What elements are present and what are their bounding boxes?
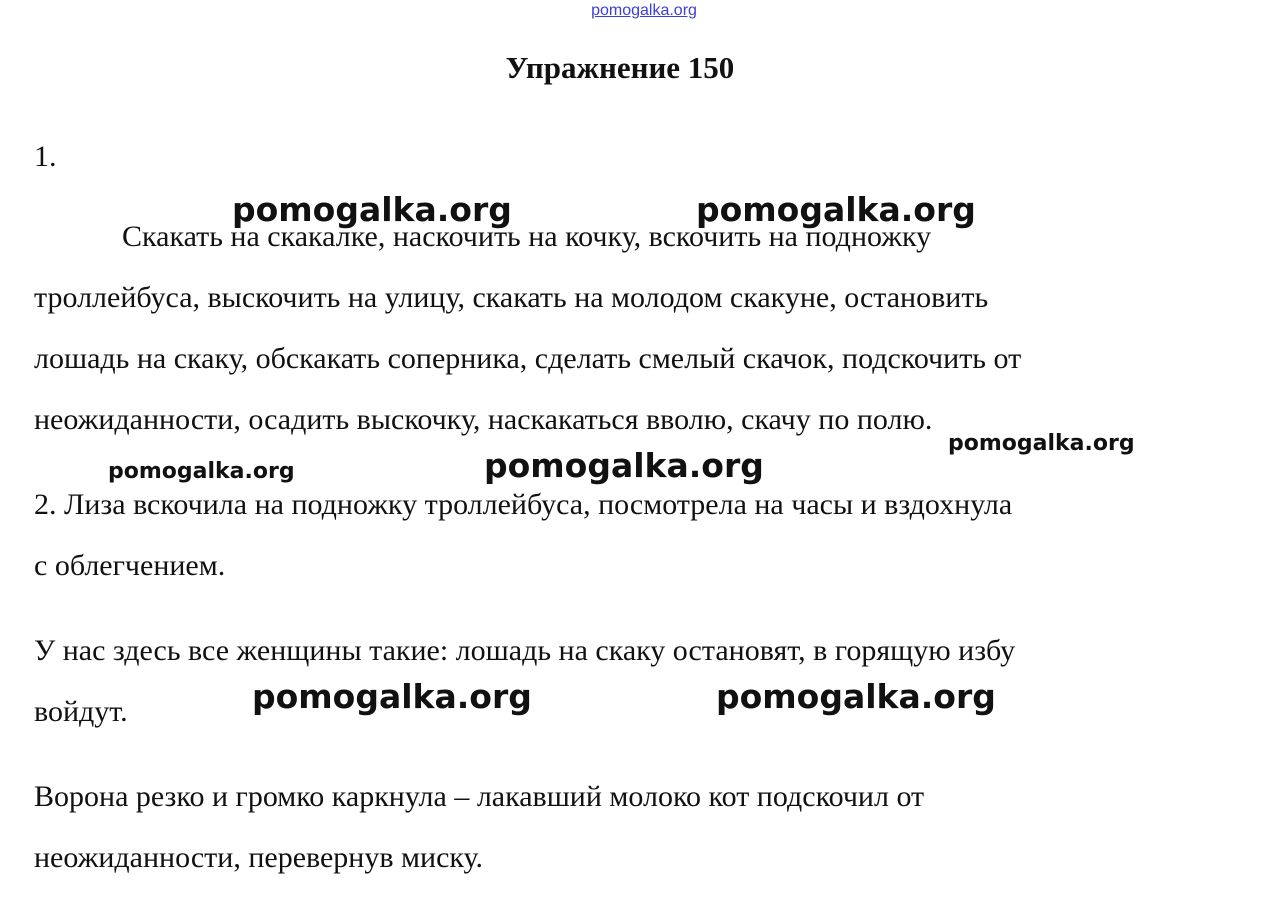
section-1-line-1: Скакать на скакалке, наскочить на кочку, вскочить на подножку xyxy=(122,220,932,253)
page-title: Упражнение 150 xyxy=(505,50,735,85)
section-4-line-1: Ворона резко и громко каркнула – лакавший молоко кот подскочил от xyxy=(34,780,925,813)
section-3-line-1: У нас здесь все женщины такие: лошадь на скаку остановят, в горящую избу xyxy=(34,634,1016,667)
watermark: pomogalka.org xyxy=(108,459,295,484)
watermark: pomogalka.org xyxy=(948,431,1135,456)
watermark: pomogalka.org xyxy=(696,190,976,229)
watermark: pomogalka.org xyxy=(716,677,996,716)
section-1-line-3: лошадь на скаку, обскакать соперника, сделать смелый скачок, подскочить от xyxy=(34,342,1022,375)
watermark: pomogalka.org xyxy=(232,190,512,229)
section-2-line-1: 2. Лиза вскочила на подножку троллейбуса, посмотрела на часы и вздохнула xyxy=(34,488,1013,521)
watermark: pomogalka.org xyxy=(484,446,764,485)
section-2-line-2: с облегчением. xyxy=(34,549,226,582)
section-4-line-2: неожиданности, перевернув миску. xyxy=(34,841,484,874)
section-1-line-2: троллейбуса, выскочить на улицу, скакать на молодом скакуне, остановить xyxy=(34,281,989,314)
section-1-line-4: неожиданности, осадить выскочку, наскакаться вволю, скачу по полю. xyxy=(34,403,933,436)
site-link[interactable]: pomogalka.org xyxy=(591,2,697,19)
section-1-number: 1. xyxy=(34,140,57,173)
section-3-line-2: войдут. xyxy=(34,695,128,728)
watermark: pomogalka.org xyxy=(252,677,532,716)
